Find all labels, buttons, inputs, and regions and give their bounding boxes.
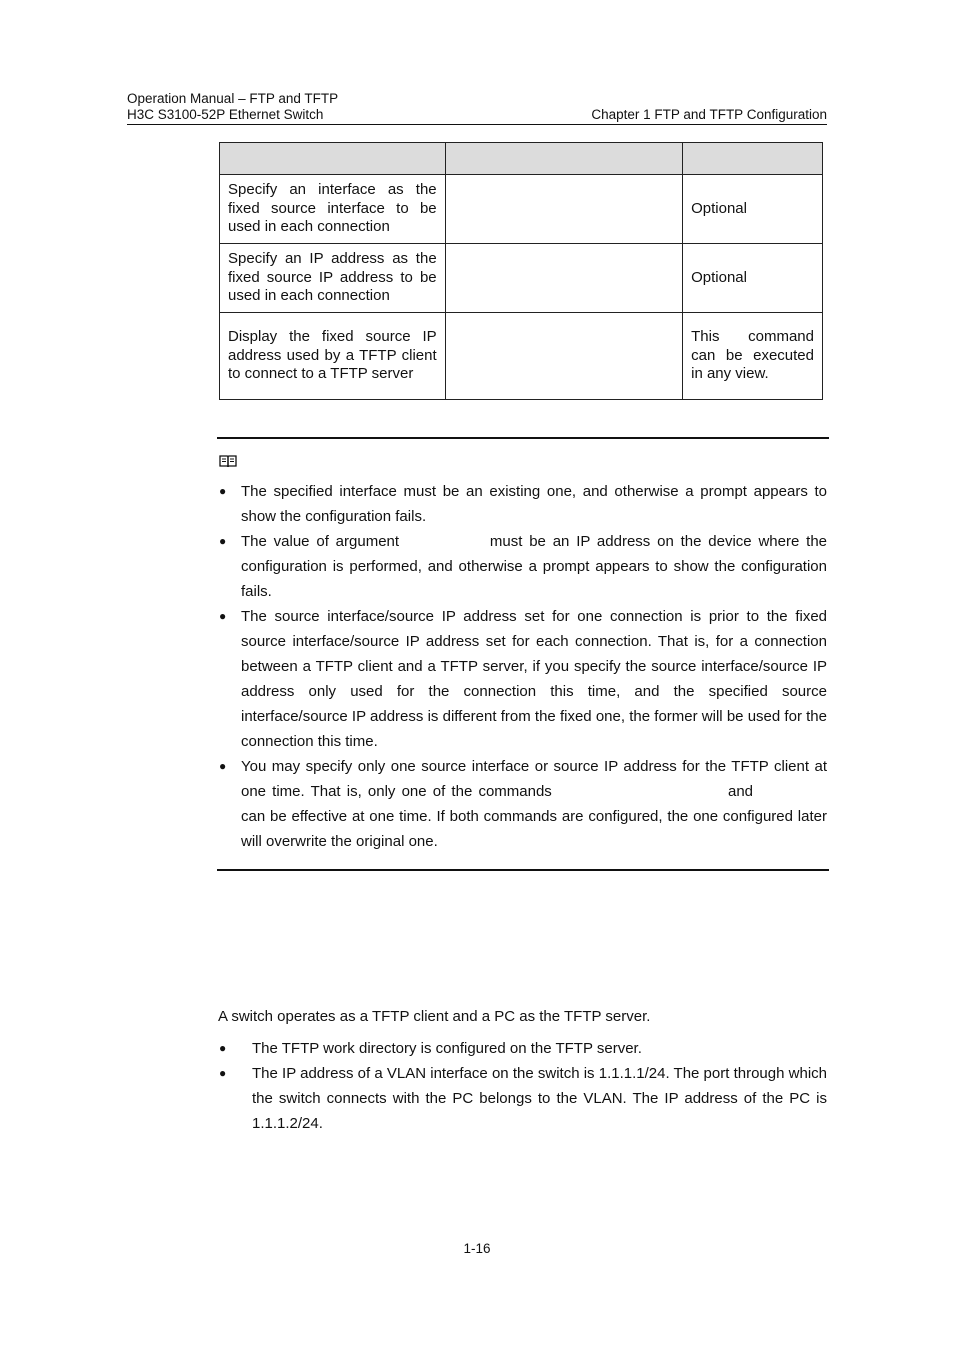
example-intro: A switch operates as a TFTP client and a PC as the TFTP server.: [218, 1008, 651, 1025]
header-rule: [127, 124, 827, 125]
remarks-cell: Optional: [683, 175, 823, 244]
command-table: [219, 142, 823, 400]
manual-title: Operation Manual – FTP and TFTP: [127, 91, 339, 106]
command-cell: [445, 175, 682, 244]
chapter-title: Chapter 1 FTP and TFTP Configuration: [591, 107, 827, 122]
bullet-icon: ●: [219, 1066, 227, 1080]
table-header-row: [220, 143, 823, 175]
operation-cell: Display the fixed source IP address used by a TFTP client to connect to a TFTP server: [220, 313, 446, 400]
table-row: [220, 313, 823, 400]
header-cell-command: [445, 143, 682, 175]
table-row: [220, 175, 823, 244]
note-text: and: [727, 783, 754, 800]
page-number: 1-16: [463, 1241, 491, 1256]
note-text: You may specify only one source interface or source IP address for the TFTP client at one time. That is, only one of the commands: [241, 758, 827, 800]
operation-cell: Specify an IP address as the fixed source IP address to be used in each connection: [220, 244, 446, 313]
list-item: ● The TFTP work directory is configured on the TFTP server.: [219, 1036, 827, 1061]
note-text: can be effective at one time. If both commands are configured, the one configured later will overwrite the original one.: [241, 808, 827, 850]
note-list: [219, 479, 827, 854]
list-item: ● The IP address of a VLAN interface on the switch is 1.1.1.1/24. The port through which the switch connects with the PC belongs to the VLAN. The IP address of the PC is 1.1.1.2/24.: [219, 1061, 827, 1136]
header-cell-operation: [220, 143, 446, 175]
bullet-icon: ●: [219, 609, 227, 623]
bullet-icon: ●: [219, 1041, 227, 1055]
page-header-left: [127, 91, 338, 123]
note-top-rule: [217, 437, 829, 439]
command-cell: [445, 313, 682, 400]
bullet-icon: ●: [219, 534, 227, 548]
bullet-icon: ●: [219, 484, 227, 498]
bullet-icon: ●: [219, 759, 227, 773]
remarks-cell: This command can be executed in any view.: [683, 313, 823, 400]
list-item: ● The source interface/source IP address set for one connection is prior to the fixed source interface/source IP address set for each connection. That is, for a connection between a TFTP client and a TFTP server, if you specify the source interface/source IP address only used for the connection this time, and the specified source interface/source IP address is different from the fixed one, the former will be used for the connection this time.: [219, 604, 827, 754]
list-item: [219, 529, 827, 604]
table-row: [220, 244, 823, 313]
remarks-cell: Optional: [683, 244, 823, 313]
note-text: The value of argument: [241, 533, 400, 550]
note-text: must be an IP address on the device where the configuration is performed, and otherwise a prompt appears to show the configuration fails.: [241, 533, 827, 600]
note-bottom-rule: [217, 869, 829, 871]
book-note-icon: [219, 454, 237, 468]
header-cell-remarks: [683, 143, 823, 175]
product-name: H3C S3100-52P Ethernet Switch: [127, 107, 324, 122]
example-list: [219, 1036, 827, 1136]
list-item: ● The specified interface must be an existing one, and otherwise a prompt appears to show the configuration fails.: [219, 479, 827, 529]
list-item: [219, 754, 827, 854]
command-cell: [445, 244, 682, 313]
operation-cell: Specify an interface as the fixed source interface to be used in each connection: [220, 175, 446, 244]
